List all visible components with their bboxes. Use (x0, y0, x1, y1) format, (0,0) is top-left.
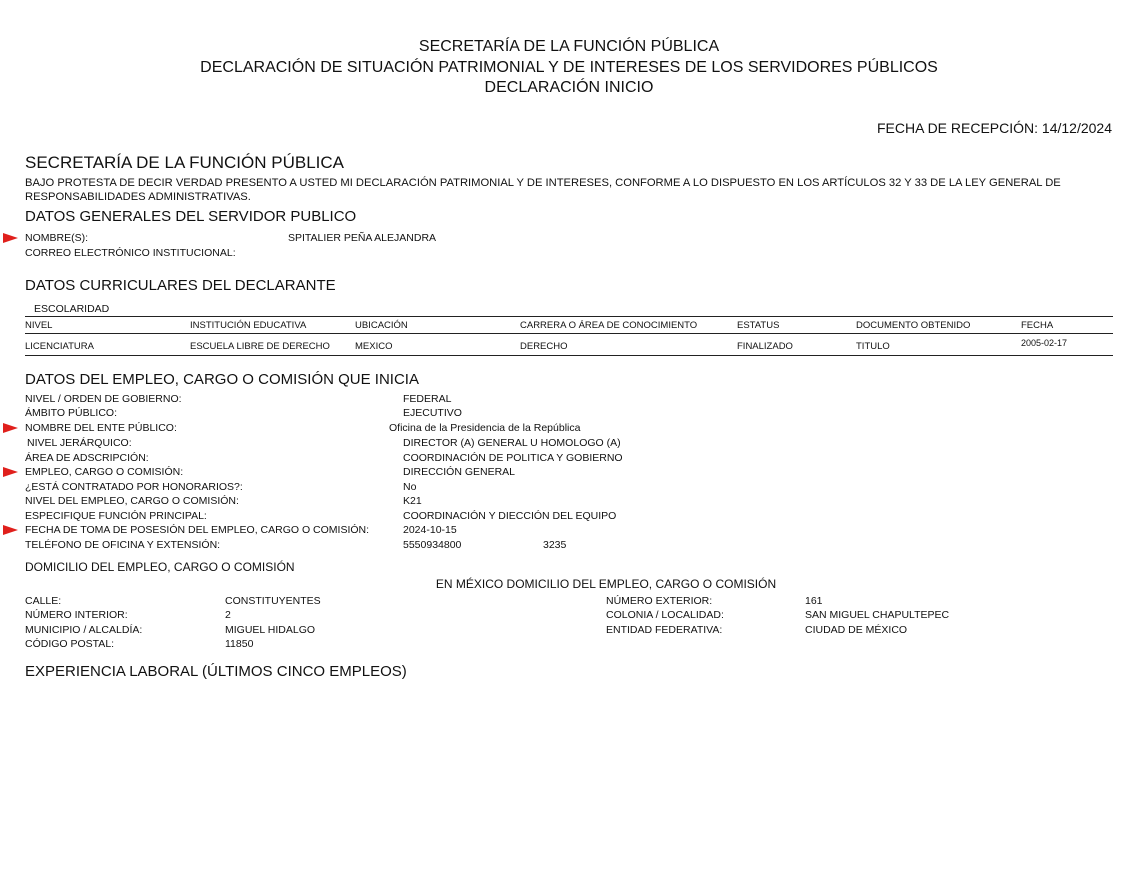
field-label: NIVEL DEL EMPLEO, CARGO O COMISIÓN: (25, 495, 239, 507)
col-header-nivel: NIVEL (25, 320, 53, 331)
protesta-line-2: RESPONSABILIDADES ADMINISTRATIVAS. (25, 191, 251, 203)
cell-documento: TITULO (856, 341, 890, 352)
domicilio-subtitle: EN MÉXICO DOMICILIO DEL EMPLEO, CARGO O COMISIÓN (435, 577, 777, 591)
col-header-fecha: FECHA (1021, 320, 1054, 331)
domicilio-label: NÚMERO EXTERIOR: (606, 595, 713, 607)
field-label: ESPECIFIQUE FUNCIÓN PRINCIPAL: (25, 510, 207, 522)
field-value: EJECUTIVO (403, 407, 462, 419)
escolaridad-label: ESCOLARIDAD (34, 303, 110, 315)
field-label: NIVEL / ORDEN DE GOBIERNO: (25, 393, 182, 405)
col-header-documento: DOCUMENTO OBTENIDO (856, 320, 971, 331)
field-value: COORDINACIÓN DE POLITICA Y GOBIERNO (403, 452, 623, 464)
datos-generales-title: DATOS GENERALES DEL SERVIDOR PUBLICO (25, 208, 357, 225)
field-label: EMPLEO, CARGO O COMISIÓN: (25, 466, 184, 478)
header-line-3: DECLARACIÓN INICIO (484, 79, 654, 96)
cell-nivel: LICENCIATURA (25, 341, 94, 352)
field-label: FECHA DE TOMA DE POSESIÓN DEL EMPLEO, CARGO O COMISIÓN: (25, 524, 370, 536)
cell-ubicacion: MEXICO (355, 341, 393, 352)
cell-carrera: DERECHO (520, 341, 568, 352)
domicilio-value: CIUDAD DE MÉXICO (805, 624, 908, 636)
col-header-institucion: INSTITUCIÓN EDUCATIVA (190, 320, 307, 331)
domicilio-value: 2 (225, 609, 231, 621)
field-label: NIVEL JERÁRQUICO: (27, 437, 132, 449)
field-value: Oficina de la Presidencia de la República (389, 422, 581, 434)
red-arrow-marker (3, 423, 18, 433)
field-label: TELÉFONO DE OFICINA Y EXTENSIÓN: (25, 539, 221, 551)
domicilio-label: COLONIA / LOCALIDAD: (606, 609, 724, 621)
domicilio-value: SAN MIGUEL CHAPULTEPEC (805, 609, 950, 621)
domicilio-label: ENTIDAD FEDERATIVA: (606, 624, 723, 636)
domicilio-value: MIGUEL HIDALGO (225, 624, 316, 636)
correo-label: CORREO ELECTRÓNICO INSTITUCIONAL: (25, 247, 236, 259)
col-header-carrera: CARRERA O ÁREA DE CONOCIMIENTO (520, 320, 698, 331)
domicilio-value: 161 (805, 595, 823, 607)
domicilio-label: CALLE: (25, 595, 62, 607)
nombre-label: NOMBRE(S): (25, 232, 88, 244)
col-header-estatus: ESTATUS (737, 320, 780, 331)
domicilio-label: MUNICIPIO / ALCALDÍA: (25, 624, 143, 636)
intro-title: SECRETARÍA DE LA FUNCIÓN PÚBLICA (25, 153, 344, 172)
field-label: ¿ESTÁ CONTRATADO POR HONORARIOS?: (25, 481, 243, 493)
header-line-1: SECRETARÍA DE LA FUNCIÓN PÚBLICA (418, 38, 720, 55)
extension-value: 3235 (543, 539, 567, 551)
domicilio-value: 11850 (225, 638, 254, 650)
red-arrow-marker (3, 525, 18, 535)
cell-estatus: FINALIZADO (737, 341, 793, 352)
field-label: ÁMBITO PÚBLICO: (25, 407, 117, 419)
col-header-ubicacion: UBICACIÓN (355, 320, 408, 331)
domicilio-label: CÓDIGO POSTAL: (25, 638, 115, 650)
cell-institucion: ESCUELA LIBRE DE DERECHO (190, 341, 330, 352)
domicilio-title: DOMICILIO DEL EMPLEO, CARGO O COMISIÓN (25, 560, 295, 574)
cell-fecha: 2005-02-17 (1021, 338, 1068, 348)
curriculares-title: DATOS CURRICULARES DEL DECLARANTE (25, 277, 336, 294)
field-value: DIRECCIÓN GENERAL (403, 466, 516, 478)
field-value: DIRECTOR (A) GENERAL U HOMOLOGO (A) (403, 437, 621, 449)
red-arrow-marker (3, 467, 18, 477)
field-value: COORDINACIÓN Y DIECCIÓN DEL EQUIPO (403, 510, 617, 522)
table-header-rule (25, 333, 1113, 334)
empleo-title: DATOS DEL EMPLEO, CARGO O COMISIÓN QUE INICIA (25, 371, 419, 388)
nombre-value: SPITALIER PEÑA ALEJANDRA (288, 232, 437, 244)
domicilio-label: NÚMERO INTERIOR: (25, 609, 128, 621)
table-top-rule (25, 316, 1113, 317)
field-value: FEDERAL (403, 393, 452, 405)
fecha-recepcion: FECHA DE RECEPCIÓN: 14/12/2024 (877, 120, 1112, 136)
protesta-line-1: BAJO PROTESTA DE DECIR VERDAD PRESENTO A USTED MI DECLARACIÓN PATRIMONIAL Y DE INTERESES, CONFORME A LO DISPUESTO EN LOS ARTÍCULOS 32 Y 33 DE LA LEY GENERAL DE (25, 177, 1061, 189)
red-arrow-marker (3, 233, 18, 243)
table-bottom-rule (25, 355, 1113, 356)
field-value: No (403, 481, 417, 493)
field-value: K21 (403, 495, 422, 507)
domicilio-value: CONSTITUYENTES (225, 595, 321, 607)
field-label: NOMBRE DEL ENTE PÚBLICO: (25, 422, 177, 434)
field-value: 5550934800 (403, 539, 462, 551)
header-line-2: DECLARACIÓN DE SITUACIÓN PATRIMONIAL Y DE INTERESES DE LOS SERVIDORES PÚBLICOS (200, 59, 938, 76)
experiencia-title: EXPERIENCIA LABORAL (ÚLTIMOS CINCO EMPLEOS) (25, 663, 407, 680)
field-label: ÁREA DE ADSCRIPCIÓN: (25, 452, 149, 464)
field-value: 2024-10-15 (403, 524, 457, 536)
